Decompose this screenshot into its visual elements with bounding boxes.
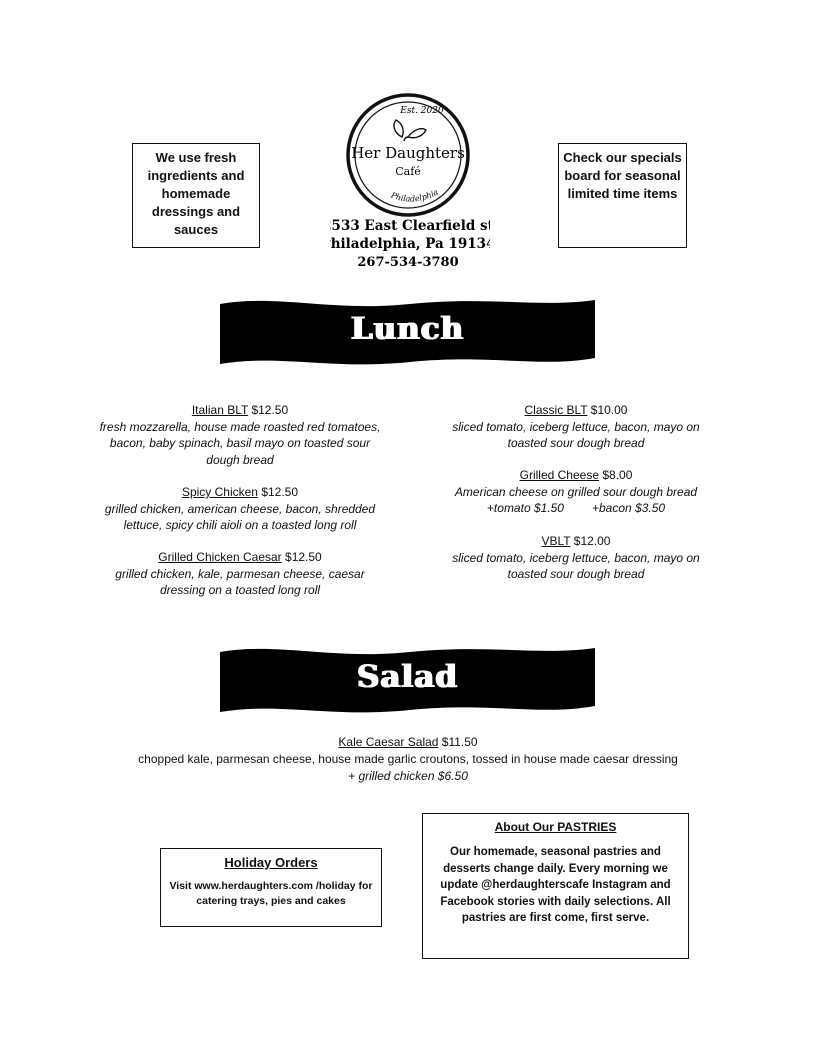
item-name: Kale Caesar Salad [338, 735, 439, 749]
specials-board-text: Check our specials board for seasonal limited time items [563, 150, 682, 201]
logo-name: Her Daughters [351, 144, 465, 162]
item-description: American cheese on grilled sour dough bread [454, 484, 698, 499]
pastries-box [422, 813, 689, 959]
logo-est: Est. 2020 [400, 106, 444, 116]
holiday-orders-title: Holiday Orders [224, 855, 318, 870]
item-description: chopped kale, parmesan cheese, house made garlic croutons, tossed in house made caesar dressing [138, 752, 678, 766]
salad-title: Salad [356, 659, 458, 695]
specials-board-box [558, 143, 687, 248]
menu-item-vblt [440, 533, 712, 583]
item-description: sliced tomato, iceberg lettuce, bacon, mayo on toasted sour dough bread [452, 419, 700, 450]
item-price: $8.00 [602, 468, 633, 482]
item-description: grilled chicken, kale, parmesan cheese, caesar dressing on a toasted long roll [115, 566, 365, 597]
salad-banner [220, 646, 595, 716]
fresh-ingredients-box [132, 143, 260, 248]
addon-tomato: +tomato $1.50 [486, 501, 564, 515]
holiday-orders-text: Visit www.herdaughters.com /holiday for catering trays, pies and cakes [169, 880, 373, 907]
item-addons [440, 500, 712, 517]
item-name: VBLT [541, 534, 571, 548]
item-name: Italian BLT [191, 403, 249, 417]
item-price: $12.50 [261, 485, 299, 499]
menu-item-grilled-chicken-caesar [92, 549, 388, 599]
lunch-banner [220, 298, 595, 368]
address-line-1: 2533 East Clearfield st [330, 218, 490, 234]
address-line-2: Philadelphia, Pa 19134 [330, 236, 490, 252]
logo-emblem [330, 93, 490, 273]
lunch-title: Lunch [350, 311, 465, 347]
menu-item-spicy-chicken [92, 484, 388, 534]
menu-item-grilled-cheese [440, 467, 712, 517]
item-price: $10.00 [590, 403, 628, 417]
holiday-orders-box [160, 848, 382, 927]
item-description: sliced tomato, iceberg lettuce, bacon, mayo on toasted sour dough bread [452, 550, 700, 581]
menu-item-kale-caesar-salad [100, 734, 716, 785]
leaf-icon [394, 120, 426, 141]
item-price: $12.00 [573, 534, 611, 548]
item-name: Grilled Chicken Caesar [158, 550, 282, 564]
item-name: Spicy Chicken [181, 485, 258, 499]
logo-city: Philadelphia [389, 187, 440, 204]
addon-bacon: +bacon $3.50 [591, 501, 666, 515]
logo-cafe: Café [395, 165, 421, 178]
pastries-title: About Our PASTRIES [494, 820, 617, 834]
phone-number: 267-534-3780 [357, 255, 459, 270]
menu-item-italian-blt [92, 402, 388, 468]
menu-item-classic-blt [440, 402, 712, 452]
item-description: fresh mozzarella, house made roasted red tomatoes, bacon, baby spinach, basil mayo on toasted sour dough bread [99, 419, 381, 467]
item-price: $12.50 [251, 403, 289, 417]
item-price: $11.50 [441, 735, 478, 749]
fresh-ingredients-text: We use fresh ingredients and homemade dressings and sauces [147, 150, 245, 237]
item-name: Classic BLT [524, 403, 588, 417]
item-extra: + grilled chicken $6.50 [348, 769, 468, 783]
cafe-logo [330, 93, 490, 273]
item-price: $12.50 [285, 550, 322, 564]
item-description: grilled chicken, american cheese, bacon, shredded lettuce, spicy chili aioli on a toasted long roll [104, 501, 376, 532]
pastries-text: Our homemade, seasonal pastries and desserts change daily. Every morning we update @herdaughterscafe Instagram and Facebook stories with daily selections. All pastries are first come, first serve. [440, 846, 671, 924]
item-name: Grilled Cheese [519, 468, 599, 482]
